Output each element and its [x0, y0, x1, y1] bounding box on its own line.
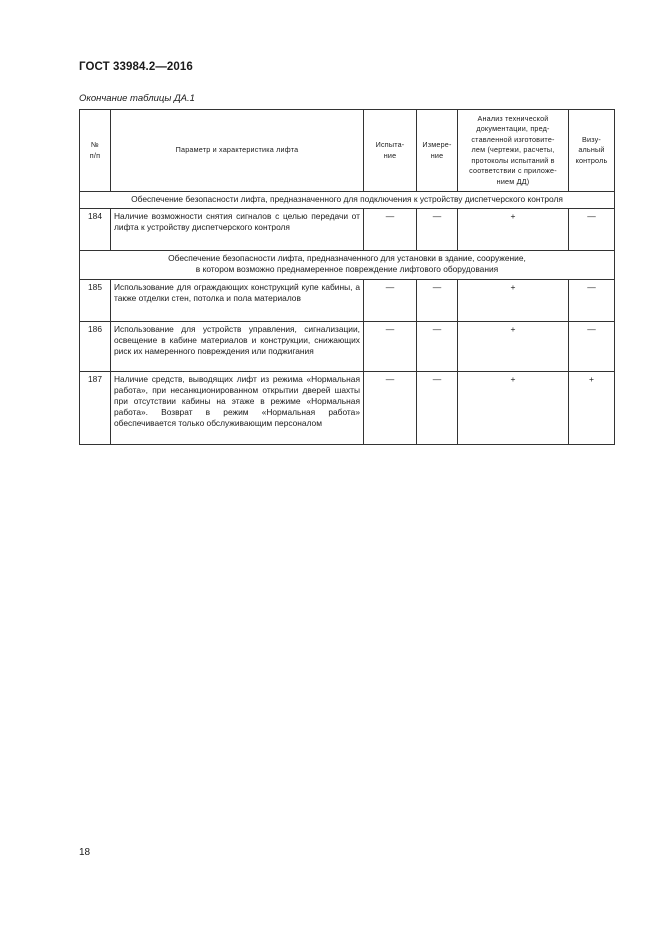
- table-row: [80, 372, 615, 445]
- cell-analysis: +: [458, 280, 569, 322]
- cell-analysis: +: [458, 372, 569, 445]
- cell-measure: —: [417, 280, 458, 322]
- table-row: [80, 322, 615, 372]
- section-row: [80, 251, 615, 280]
- cell-measure: —: [417, 372, 458, 445]
- section-row: [80, 192, 615, 209]
- document-title: ГОСТ 33984.2—2016: [79, 61, 193, 73]
- row-number: 186: [80, 322, 111, 372]
- table-header-row: [80, 110, 615, 192]
- cell-visual: —: [569, 280, 615, 322]
- section-heading-dispatch: Обеспечение безопасности лифта, предназначенного для подключения к устройству диспетчерского контроля: [80, 192, 615, 209]
- col-header-visual: Визу- альный контроль: [569, 110, 615, 192]
- section-heading-vandal: Обеспечение безопасности лифта, предназначенного для установки в здание, сооружение, в котором возможно преднамеренное повреждение лифтового оборудования: [80, 251, 615, 280]
- row-parameter: Использование для ограждающих конструкций купе кабины, а также отделки стен, потолка и пола материалов: [111, 280, 364, 322]
- cell-test: —: [364, 372, 417, 445]
- cell-test: —: [364, 322, 417, 372]
- table-caption: Окончание таблицы ДА.1: [79, 93, 195, 104]
- table-row: [80, 209, 615, 251]
- cell-test: —: [364, 280, 417, 322]
- col-header-analysis: Анализ технической документации, пред- ставленной изготовите- лем (чертежи, расчеты, протоколы испытаний в соответствии с приложе- нием ДД): [458, 110, 569, 192]
- col-header-param: Параметр и характеристика лифта: [111, 110, 364, 192]
- cell-analysis: +: [458, 322, 569, 372]
- table-row: [80, 280, 615, 322]
- requirements-table: [79, 109, 615, 445]
- cell-measure: —: [417, 322, 458, 372]
- page-number: 18: [79, 847, 91, 858]
- cell-visual: —: [569, 322, 615, 372]
- cell-visual: —: [569, 209, 615, 251]
- cell-test: —: [364, 209, 417, 251]
- row-parameter: Наличие средств, выводящих лифт из режима «Нормальная работа», при несанкционированном открытии дверей шахты при отсутствии кабины на этаже в режиме «Нормальная работа». Возврат в режим «Нормальная работа» обеспечивается только обслуживающим персоналом: [111, 372, 364, 445]
- row-number: 185: [80, 280, 111, 322]
- cell-visual: +: [569, 372, 615, 445]
- col-header-measure: Измере- ние: [417, 110, 458, 192]
- col-header-num: № п/п: [80, 110, 111, 192]
- row-number: 184: [80, 209, 111, 251]
- cell-analysis: +: [458, 209, 569, 251]
- cell-measure: —: [417, 209, 458, 251]
- row-number: 187: [80, 372, 111, 445]
- row-parameter: Использование для устройств управления, сигнализации, освещение в кабине материалов и конструкции, снижающих риск их намеренного повреждения или поджигания: [111, 322, 364, 372]
- row-parameter: Наличие возможности снятия сигналов с целью передачи от лифта к устройству диспетчерского контроля: [111, 209, 364, 251]
- col-header-test: Испыта- ние: [364, 110, 417, 192]
